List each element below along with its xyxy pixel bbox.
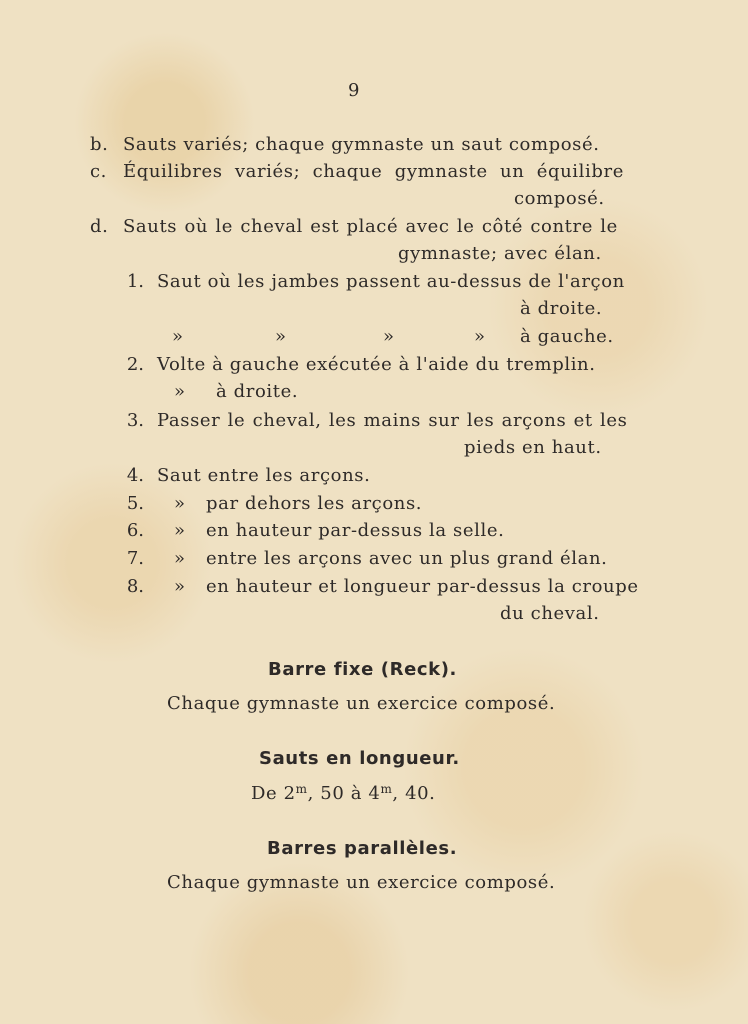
item-5-text: par dehors les arçons. <box>206 493 423 514</box>
item-7-text: entre les arçons avec un plus grand élan. <box>206 548 608 569</box>
ditto-mark: » <box>174 493 186 514</box>
item-1-continuation: à droite. <box>520 298 603 319</box>
item-c-label: c. <box>90 161 108 182</box>
item-1-label: 1. <box>126 271 144 292</box>
item-1-text: Saut où les jambes passent au-dessus de l'arçon <box>157 271 625 292</box>
ditto-mark: » <box>174 548 186 569</box>
item-3-text: Passer le cheval, les mains sur les arçons et les <box>157 410 628 431</box>
item-5-label: 5. <box>126 493 144 514</box>
ditto-mark: » <box>174 520 186 541</box>
section-heading-barres-paralleles: Barres parallèles. <box>267 838 458 859</box>
item-d-label: d. <box>90 216 109 237</box>
item-c-continuation: composé. <box>514 188 605 209</box>
item-d-text: Sauts où le cheval est placé avec le côté contre le <box>123 216 618 237</box>
item-7-label: 7. <box>126 548 144 569</box>
page-number: 9 <box>348 80 361 101</box>
section-heading-sauts-longueur: Sauts en longueur. <box>259 748 460 769</box>
item-b-text: Sauts variés; chaque gymnaste un saut composé. <box>123 134 600 155</box>
item-b-label: b. <box>90 134 109 155</box>
ditto-mark: » <box>275 326 287 347</box>
ditto-mark: » <box>172 326 184 347</box>
section-text-barre-fixe: Chaque gymnaste un exercice composé. <box>167 693 556 714</box>
section-text-sauts-longueur: De 2$^m$, 50 à 4$^m$, 40. <box>251 782 436 804</box>
item-3-label: 3. <box>126 410 144 431</box>
ditto-mark: » <box>474 326 486 347</box>
item-3-continuation: pieds en haut. <box>464 437 602 458</box>
section-text-barres-paralleles: Chaque gymnaste un exercice composé. <box>167 872 556 893</box>
item-6-label: 6. <box>126 520 144 541</box>
item-8-continuation: du cheval. <box>500 603 600 624</box>
item-2-droite: à droite. <box>216 381 299 402</box>
ditto-mark: » <box>174 576 186 597</box>
ditto-mark: » <box>383 326 395 347</box>
item-2-label: 2. <box>126 354 144 375</box>
item-8-label: 8. <box>126 576 144 597</box>
item-4-label: 4. <box>126 465 144 486</box>
item-4-text: Saut entre les arçons. <box>157 465 371 486</box>
ditto-mark: » <box>174 381 186 402</box>
item-6-text: en hauteur par-dessus la selle. <box>206 520 505 541</box>
item-2-text: Volte à gauche exécutée à l'aide du tremplin. <box>157 354 596 375</box>
item-d-continuation: gymnaste; avec élan. <box>398 243 602 264</box>
item-c-text: Équilibres variés; chaque gymnaste un équilibre <box>123 161 624 182</box>
item-8-text: en hauteur et longueur par-dessus la croupe <box>206 576 639 597</box>
section-heading-barre-fixe: Barre fixe (Reck). <box>268 659 457 680</box>
item-1-gauche: à gauche. <box>520 326 614 347</box>
